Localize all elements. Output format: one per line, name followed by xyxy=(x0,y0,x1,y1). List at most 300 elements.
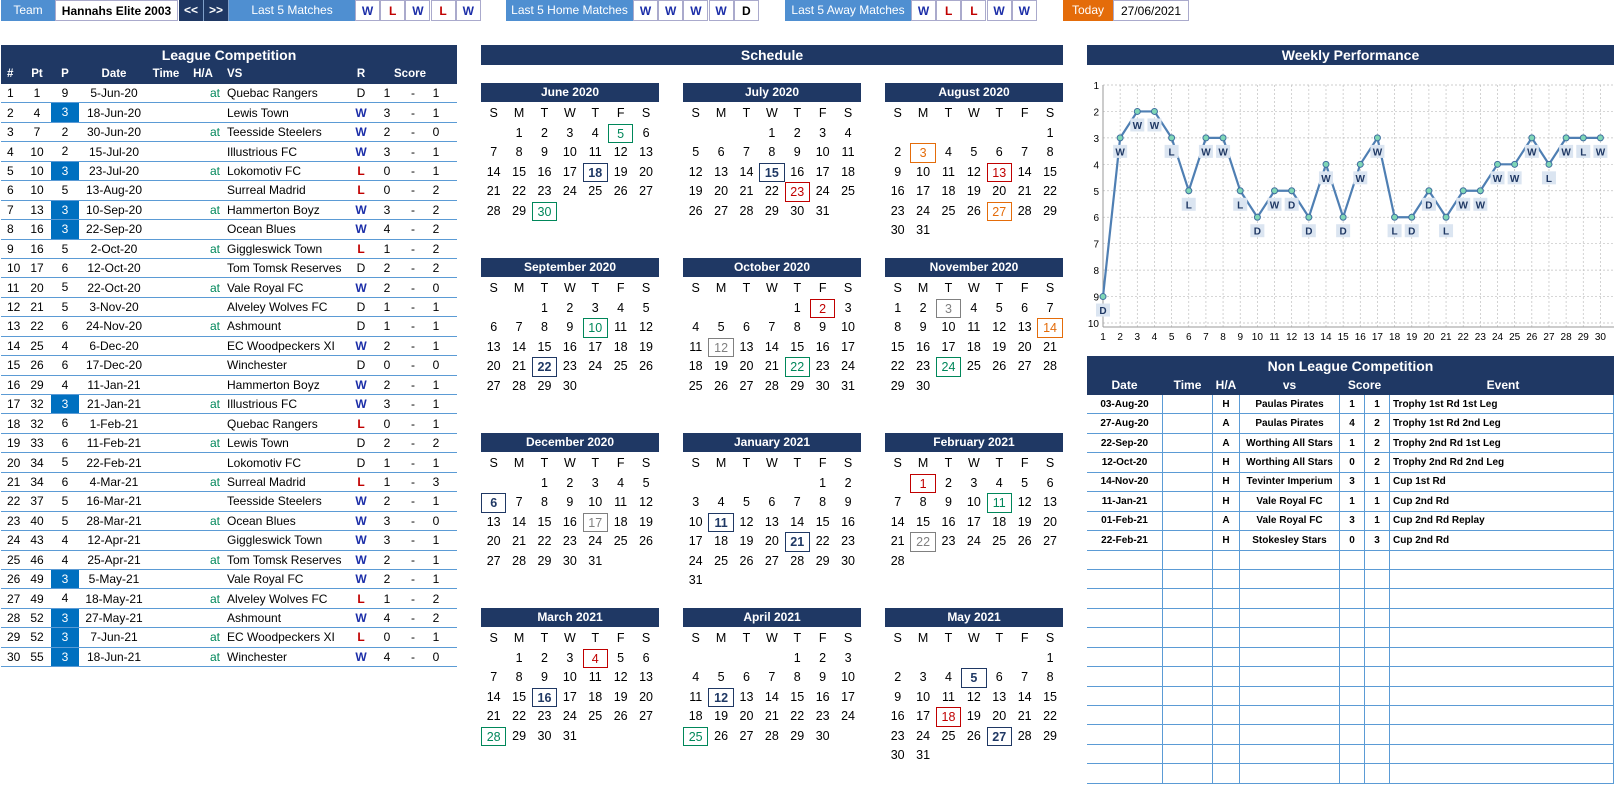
calendar-day[interactable]: 7 xyxy=(490,670,498,684)
calendar-day[interactable]: 11 xyxy=(614,495,628,509)
calendar-day[interactable]: 23 xyxy=(815,359,830,373)
calendar-day[interactable]: 5 xyxy=(1021,475,1029,490)
calendar-day[interactable]: 29 xyxy=(790,728,805,743)
calendar-day[interactable]: 12 xyxy=(613,670,628,684)
calendar-day[interactable]: 7 xyxy=(515,495,523,509)
calendar-day[interactable]: 17 xyxy=(815,164,830,179)
calendar-day[interactable]: 23 xyxy=(890,728,905,743)
calendar-day[interactable]: 2 xyxy=(566,475,574,490)
calendar-day[interactable]: 4 xyxy=(717,495,725,509)
calendar-day[interactable]: 19 xyxy=(714,709,729,723)
calendar-day[interactable]: 25 xyxy=(841,184,855,198)
calendar-day[interactable]: 20 xyxy=(639,164,653,179)
calendar-day[interactable]: 30 xyxy=(562,378,577,393)
calendar-day[interactable]: 4 xyxy=(692,670,700,684)
calendar-day[interactable]: 3 xyxy=(591,300,599,315)
calendar-day[interactable]: 20 xyxy=(486,359,501,373)
calendar-day[interactable]: 5 xyxy=(692,145,700,159)
match-day[interactable]: 22 xyxy=(910,532,935,552)
calendar-day[interactable]: 24 xyxy=(841,359,855,373)
calendar-day[interactable]: 26 xyxy=(992,359,1007,373)
calendar-day[interactable]: 26 xyxy=(714,378,729,393)
calendar-day[interactable]: 27 xyxy=(764,553,779,568)
calendar-day[interactable]: 18 xyxy=(613,339,628,354)
calendar-day[interactable]: 1 xyxy=(894,300,902,315)
calendar-day[interactable]: 3 xyxy=(566,650,574,665)
match-day[interactable]: 21 xyxy=(785,532,810,552)
calendar-day[interactable]: 7 xyxy=(768,320,776,334)
calendar-day[interactable]: 10 xyxy=(916,164,931,179)
calendar-day[interactable]: 25 xyxy=(588,184,603,198)
calendar-day[interactable]: 24 xyxy=(688,553,703,568)
calendar-day[interactable]: 15 xyxy=(537,339,552,354)
calendar-day[interactable]: 7 xyxy=(1021,145,1029,159)
calendar-day[interactable]: 28 xyxy=(1017,203,1032,218)
calendar-day[interactable]: 26 xyxy=(739,553,754,568)
calendar-day[interactable]: 6 xyxy=(642,650,650,665)
calendar-day[interactable]: 28 xyxy=(739,203,754,218)
calendar-day[interactable]: 28 xyxy=(1017,728,1032,743)
calendar-day[interactable]: 7 xyxy=(768,670,776,684)
calendar-day[interactable]: 13 xyxy=(639,145,653,159)
match-day[interactable]: 22 xyxy=(532,357,557,377)
prev-team-button[interactable]: << xyxy=(179,0,204,21)
calendar-day[interactable]: 9 xyxy=(819,670,827,684)
calendar-day[interactable]: 11 xyxy=(614,320,628,334)
calendar-day[interactable]: 19 xyxy=(613,164,628,179)
calendar-day[interactable]: 13 xyxy=(992,689,1007,704)
calendar-day[interactable]: 1 xyxy=(515,125,523,140)
calendar-day[interactable]: 8 xyxy=(793,320,801,334)
calendar-day[interactable]: 9 xyxy=(894,164,902,179)
calendar-day[interactable]: 15 xyxy=(1043,689,1057,704)
calendar-day[interactable]: 23 xyxy=(537,709,552,723)
calendar-day[interactable]: 25 xyxy=(941,203,956,218)
calendar-day[interactable]: 23 xyxy=(916,359,931,373)
calendar-day[interactable]: 15 xyxy=(512,689,527,704)
calendar-day[interactable]: 5 xyxy=(642,300,650,315)
calendar-day[interactable]: 3 xyxy=(919,670,927,684)
calendar-day[interactable]: 23 xyxy=(941,534,956,548)
calendar-day[interactable]: 12 xyxy=(1017,495,1032,509)
calendar-day[interactable]: 3 xyxy=(844,300,852,315)
calendar-day[interactable]: 27 xyxy=(714,203,729,218)
calendar-day[interactable]: 30 xyxy=(815,728,830,743)
calendar-day[interactable]: 14 xyxy=(1017,164,1032,179)
calendar-day[interactable]: 2 xyxy=(541,125,548,140)
calendar-day[interactable]: 13 xyxy=(639,670,653,684)
calendar-day[interactable]: 20 xyxy=(1017,339,1032,354)
calendar-day[interactable]: 11 xyxy=(941,164,955,179)
calendar-day[interactable]: 20 xyxy=(739,709,754,723)
calendar-day[interactable]: 28 xyxy=(486,203,501,218)
calendar-day[interactable]: 29 xyxy=(512,203,527,218)
match-day[interactable]: 23 xyxy=(785,182,810,202)
calendar-day[interactable]: 20 xyxy=(1043,514,1057,529)
calendar-day[interactable]: 24 xyxy=(588,534,603,548)
calendar-day[interactable]: 17 xyxy=(966,514,981,529)
calendar-day[interactable]: 14 xyxy=(512,339,527,354)
calendar-day[interactable]: 7 xyxy=(793,495,801,509)
calendar-day[interactable]: 26 xyxy=(613,184,628,198)
calendar-day[interactable]: 9 xyxy=(894,689,902,704)
calendar-day[interactable]: 1 xyxy=(768,125,776,140)
calendar-day[interactable]: 28 xyxy=(512,378,527,393)
calendar-day[interactable]: 7 xyxy=(1021,670,1029,684)
calendar-day[interactable]: 16 xyxy=(562,514,577,529)
calendar-day[interactable]: 30 xyxy=(815,378,830,393)
calendar-day[interactable]: 19 xyxy=(966,184,981,198)
calendar-day[interactable]: 21 xyxy=(1017,184,1032,198)
calendar-day[interactable]: 31 xyxy=(588,553,603,568)
calendar-day[interactable]: 28 xyxy=(764,728,779,743)
calendar-day[interactable]: 15 xyxy=(916,514,931,529)
calendar-day[interactable]: 24 xyxy=(588,359,603,373)
calendar-day[interactable]: 30 xyxy=(890,748,905,762)
calendar-day[interactable]: 8 xyxy=(515,670,523,684)
calendar-day[interactable]: 13 xyxy=(764,514,779,529)
calendar-day[interactable]: 4 xyxy=(945,670,952,684)
calendar-day[interactable]: 20 xyxy=(486,534,501,548)
calendar-day[interactable]: 2 xyxy=(541,650,548,665)
calendar-day[interactable]: 14 xyxy=(1017,689,1032,704)
calendar-day[interactable]: 28 xyxy=(512,553,527,568)
calendar-day[interactable]: 10 xyxy=(588,495,603,509)
match-day[interactable]: 27 xyxy=(987,202,1012,222)
match-day[interactable]: 14 xyxy=(1037,318,1062,338)
calendar-day[interactable]: 10 xyxy=(841,320,855,334)
calendar-day[interactable]: 22 xyxy=(1043,184,1057,198)
calendar-day[interactable]: 20 xyxy=(639,689,653,704)
calendar-day[interactable]: 31 xyxy=(815,203,830,218)
calendar-day[interactable]: 4 xyxy=(844,125,852,140)
calendar-day[interactable]: 22 xyxy=(512,709,527,723)
calendar-day[interactable]: 20 xyxy=(992,709,1007,723)
calendar-day[interactable]: 22 xyxy=(1043,709,1057,723)
calendar-day[interactable]: 19 xyxy=(739,534,754,548)
calendar-day[interactable]: 25 xyxy=(588,709,603,723)
calendar-day[interactable]: 14 xyxy=(486,689,501,704)
calendar-day[interactable]: 4 xyxy=(617,300,625,315)
calendar-day[interactable]: 19 xyxy=(688,184,703,198)
calendar-day[interactable]: 19 xyxy=(639,339,653,354)
calendar-day[interactable]: 30 xyxy=(790,203,805,218)
calendar-day[interactable]: 26 xyxy=(1017,534,1032,548)
calendar-day[interactable]: 15 xyxy=(790,689,805,704)
calendar-day[interactable]: 1 xyxy=(793,300,801,315)
match-day[interactable]: 3 xyxy=(936,299,961,319)
calendar-day[interactable]: 6 xyxy=(1046,475,1054,490)
calendar-day[interactable]: 5 xyxy=(995,300,1003,315)
calendar-day[interactable]: 12 xyxy=(966,164,981,179)
calendar-day[interactable]: 21 xyxy=(486,184,501,198)
calendar-day[interactable]: 4 xyxy=(970,300,978,315)
calendar-day[interactable]: 8 xyxy=(919,495,927,509)
calendar-day[interactable]: 29 xyxy=(537,553,552,568)
match-day[interactable]: 30 xyxy=(532,202,557,222)
calendar-day[interactable]: 15 xyxy=(537,514,552,529)
calendar-day[interactable]: 8 xyxy=(1046,145,1054,159)
calendar-day[interactable]: 28 xyxy=(764,378,779,393)
calendar-day[interactable]: 18 xyxy=(966,339,981,354)
calendar-day[interactable]: 2 xyxy=(566,300,574,315)
calendar-day[interactable]: 24 xyxy=(562,184,577,198)
calendar-day[interactable]: 11 xyxy=(588,145,602,159)
calendar-day[interactable]: 27 xyxy=(639,709,653,723)
calendar-day[interactable]: 31 xyxy=(688,573,703,587)
match-day[interactable]: 16 xyxy=(532,688,557,708)
calendar-day[interactable]: 1 xyxy=(819,475,827,490)
calendar-day[interactable]: 17 xyxy=(916,709,931,723)
calendar-day[interactable]: 19 xyxy=(966,709,981,723)
calendar-day[interactable]: 15 xyxy=(890,339,905,354)
calendar-day[interactable]: 19 xyxy=(992,339,1007,354)
calendar-day[interactable]: 8 xyxy=(819,495,827,509)
calendar-day[interactable]: 17 xyxy=(841,689,855,704)
calendar-day[interactable]: 8 xyxy=(1046,670,1054,684)
match-day[interactable]: 2 xyxy=(810,299,835,319)
calendar-day[interactable]: 11 xyxy=(967,320,981,334)
calendar-day[interactable]: 16 xyxy=(815,689,830,704)
calendar-day[interactable]: 17 xyxy=(916,184,931,198)
calendar-day[interactable]: 5 xyxy=(717,670,725,684)
calendar-day[interactable]: 29 xyxy=(815,553,830,568)
calendar-day[interactable]: 20 xyxy=(739,359,754,373)
calendar-day[interactable]: 19 xyxy=(1017,514,1032,529)
calendar-day[interactable]: 26 xyxy=(966,728,981,743)
calendar-day[interactable]: 27 xyxy=(739,378,754,393)
calendar-day[interactable]: 16 xyxy=(537,164,552,179)
calendar-day[interactable]: 17 xyxy=(688,534,703,548)
calendar-day[interactable]: 18 xyxy=(588,689,603,704)
calendar-day[interactable]: 19 xyxy=(639,514,653,529)
calendar-day[interactable]: 13 xyxy=(739,339,754,354)
match-day[interactable]: 1 xyxy=(910,474,935,494)
calendar-day[interactable]: 23 xyxy=(562,359,577,373)
calendar-day[interactable]: 14 xyxy=(512,514,527,529)
calendar-day[interactable]: 3 xyxy=(819,125,827,140)
calendar-day[interactable]: 27 xyxy=(1017,359,1032,373)
calendar-day[interactable]: 21 xyxy=(1017,709,1032,723)
calendar-day[interactable]: 9 xyxy=(566,495,574,509)
calendar-day[interactable]: 22 xyxy=(815,534,830,548)
calendar-day[interactable]: 4 xyxy=(591,125,599,140)
calendar-day[interactable]: 11 xyxy=(588,670,602,684)
calendar-day[interactable]: 13 xyxy=(486,514,501,529)
calendar-day[interactable]: 8 xyxy=(793,670,801,684)
calendar-day[interactable]: 25 xyxy=(613,359,628,373)
calendar-day[interactable]: 1 xyxy=(515,650,523,665)
calendar-day[interactable]: 17 xyxy=(841,339,855,354)
calendar-day[interactable]: 18 xyxy=(613,514,628,529)
calendar-day[interactable]: 18 xyxy=(688,359,703,373)
calendar-day[interactable]: 24 xyxy=(916,728,931,743)
calendar-day[interactable]: 7 xyxy=(894,495,902,509)
calendar-day[interactable]: 10 xyxy=(815,145,830,159)
calendar-day[interactable]: 30 xyxy=(562,553,577,568)
calendar-day[interactable]: 16 xyxy=(941,514,956,529)
calendar-day[interactable]: 28 xyxy=(1043,359,1057,373)
calendar-day[interactable]: 24 xyxy=(562,709,577,723)
calendar-day[interactable]: 15 xyxy=(790,339,805,354)
match-day[interactable]: 22 xyxy=(785,357,810,377)
calendar-day[interactable]: 3 xyxy=(970,475,978,490)
calendar-day[interactable]: 4 xyxy=(692,320,700,334)
calendar-day[interactable]: 23 xyxy=(815,709,830,723)
calendar-day[interactable]: 21 xyxy=(890,534,905,548)
calendar-day[interactable]: 16 xyxy=(916,339,931,354)
calendar-day[interactable]: 13 xyxy=(1043,495,1057,509)
calendar-day[interactable]: 31 xyxy=(841,378,855,393)
calendar-day[interactable]: 5 xyxy=(970,145,978,159)
calendar-day[interactable]: 7 xyxy=(490,145,498,159)
calendar-day[interactable]: 14 xyxy=(764,689,779,704)
calendar-day[interactable]: 14 xyxy=(764,339,779,354)
match-day[interactable]: 18 xyxy=(583,163,608,183)
calendar-day[interactable]: 6 xyxy=(743,670,750,684)
calendar-day[interactable]: 17 xyxy=(588,339,603,354)
match-day[interactable]: 12 xyxy=(708,688,733,708)
calendar-day[interactable]: 26 xyxy=(639,359,653,373)
calendar-day[interactable]: 5 xyxy=(743,495,750,509)
calendar-day[interactable]: 1 xyxy=(793,650,801,665)
calendar-day[interactable]: 22 xyxy=(537,534,552,548)
calendar-day[interactable]: 30 xyxy=(537,728,552,743)
calendar-day[interactable]: 10 xyxy=(562,670,577,684)
match-day[interactable]: 12 xyxy=(708,338,733,358)
calendar-day[interactable]: 12 xyxy=(739,514,754,529)
calendar-day[interactable]: 8 xyxy=(515,145,523,159)
calendar-day[interactable]: 3 xyxy=(844,650,852,665)
calendar-day[interactable]: 9 xyxy=(566,320,574,334)
calendar-day[interactable]: 2 xyxy=(793,125,801,140)
calendar-day[interactable]: 2 xyxy=(844,475,852,490)
calendar-day[interactable]: 18 xyxy=(714,534,729,548)
calendar-day[interactable]: 8 xyxy=(768,145,776,159)
calendar-day[interactable]: 9 xyxy=(919,320,927,334)
calendar-day[interactable]: 28 xyxy=(790,553,805,568)
calendar-day[interactable]: 2 xyxy=(894,670,902,684)
match-day[interactable]: 27 xyxy=(987,727,1012,747)
calendar-day[interactable]: 12 xyxy=(613,145,628,159)
calendar-day[interactable]: 29 xyxy=(1043,728,1057,743)
next-team-button[interactable]: >> xyxy=(204,0,229,21)
calendar-day[interactable]: 20 xyxy=(992,184,1007,198)
calendar-day[interactable]: 25 xyxy=(966,359,981,373)
calendar-day[interactable]: 20 xyxy=(714,184,729,198)
calendar-day[interactable]: 5 xyxy=(717,320,725,334)
calendar-day[interactable]: 1 xyxy=(1046,650,1054,665)
calendar-day[interactable]: 2 xyxy=(894,145,902,159)
calendar-day[interactable]: 1 xyxy=(1046,125,1054,140)
calendar-day[interactable]: 10 xyxy=(916,689,931,704)
calendar-day[interactable]: 25 xyxy=(613,534,628,548)
calendar-day[interactable]: 2 xyxy=(945,475,952,490)
calendar-day[interactable]: 6 xyxy=(1021,300,1029,315)
calendar-day[interactable]: 21 xyxy=(486,709,501,723)
match-day[interactable]: 3 xyxy=(910,143,935,163)
calendar-day[interactable]: 24 xyxy=(841,709,855,723)
calendar-day[interactable]: 23 xyxy=(537,184,552,198)
calendar-day[interactable]: 8 xyxy=(894,320,902,334)
calendar-day[interactable]: 22 xyxy=(790,709,805,723)
calendar-day[interactable]: 18 xyxy=(688,709,703,723)
calendar-day[interactable]: 24 xyxy=(916,203,931,218)
calendar-day[interactable]: 18 xyxy=(992,514,1007,529)
calendar-day[interactable]: 25 xyxy=(714,553,729,568)
calendar-day[interactable]: 16 xyxy=(841,514,855,529)
calendar-day[interactable]: 6 xyxy=(717,145,725,159)
calendar-day[interactable]: 4 xyxy=(617,475,625,490)
calendar-day[interactable]: 22 xyxy=(764,184,779,198)
calendar-day[interactable]: 16 xyxy=(562,339,577,354)
calendar-day[interactable]: 29 xyxy=(890,378,905,393)
calendar-day[interactable]: 15 xyxy=(1043,164,1057,179)
calendar-day[interactable]: 19 xyxy=(613,689,628,704)
calendar-day[interactable]: 8 xyxy=(541,320,548,334)
calendar-day[interactable]: 2 xyxy=(919,300,927,315)
calendar-day[interactable]: 7 xyxy=(743,145,750,159)
calendar-day[interactable]: 21 xyxy=(764,359,779,373)
match-day[interactable]: 15 xyxy=(759,163,784,183)
calendar-day[interactable]: 8 xyxy=(541,495,548,509)
calendar-day[interactable]: 18 xyxy=(841,164,855,179)
calendar-day[interactable]: 27 xyxy=(486,378,501,393)
calendar-day[interactable]: 27 xyxy=(1043,534,1057,548)
calendar-day[interactable]: 6 xyxy=(768,495,776,509)
calendar-day[interactable]: 4 xyxy=(945,145,952,159)
calendar-day[interactable]: 13 xyxy=(739,689,754,704)
calendar-day[interactable]: 26 xyxy=(688,203,703,218)
match-day[interactable]: 25 xyxy=(683,727,708,747)
calendar-day[interactable]: 12 xyxy=(966,689,981,704)
calendar-day[interactable]: 20 xyxy=(764,534,779,548)
calendar-day[interactable]: 11 xyxy=(841,145,855,159)
calendar-day[interactable]: 30 xyxy=(916,378,931,393)
calendar-day[interactable]: 17 xyxy=(562,689,577,704)
calendar-day[interactable]: 27 xyxy=(739,728,754,743)
match-day[interactable]: 11 xyxy=(987,493,1012,513)
match-day[interactable]: 5 xyxy=(608,124,633,144)
calendar-day[interactable]: 27 xyxy=(639,184,653,198)
match-day[interactable]: 17 xyxy=(583,513,608,533)
calendar-day[interactable]: 7 xyxy=(515,320,523,334)
calendar-day[interactable]: 5 xyxy=(642,475,650,490)
calendar-day[interactable]: 25 xyxy=(941,728,956,743)
calendar-day[interactable]: 18 xyxy=(941,184,956,198)
calendar-day[interactable]: 30 xyxy=(890,223,905,237)
calendar-day[interactable]: 27 xyxy=(486,553,501,568)
calendar-day[interactable]: 19 xyxy=(714,359,729,373)
calendar-day[interactable]: 15 xyxy=(512,164,527,179)
match-day[interactable]: 28 xyxy=(481,727,506,747)
calendar-day[interactable]: 22 xyxy=(512,184,527,198)
calendar-day[interactable]: 29 xyxy=(537,378,552,393)
match-day[interactable]: 6 xyxy=(481,493,506,513)
calendar-day[interactable]: 11 xyxy=(941,689,955,704)
calendar-day[interactable]: 23 xyxy=(841,534,855,548)
calendar-day[interactable]: 26 xyxy=(613,709,628,723)
calendar-day[interactable]: 9 xyxy=(541,145,548,159)
calendar-day[interactable]: 1 xyxy=(541,475,548,490)
calendar-day[interactable]: 12 xyxy=(639,320,653,334)
calendar-day[interactable]: 3 xyxy=(591,475,599,490)
calendar-day[interactable]: 28 xyxy=(890,553,905,568)
calendar-day[interactable]: 11 xyxy=(689,339,703,354)
team-selector[interactable]: Hannahs Elite 2003 xyxy=(55,0,178,21)
calendar-day[interactable]: 21 xyxy=(739,184,754,198)
match-day[interactable]: 4 xyxy=(583,649,608,669)
